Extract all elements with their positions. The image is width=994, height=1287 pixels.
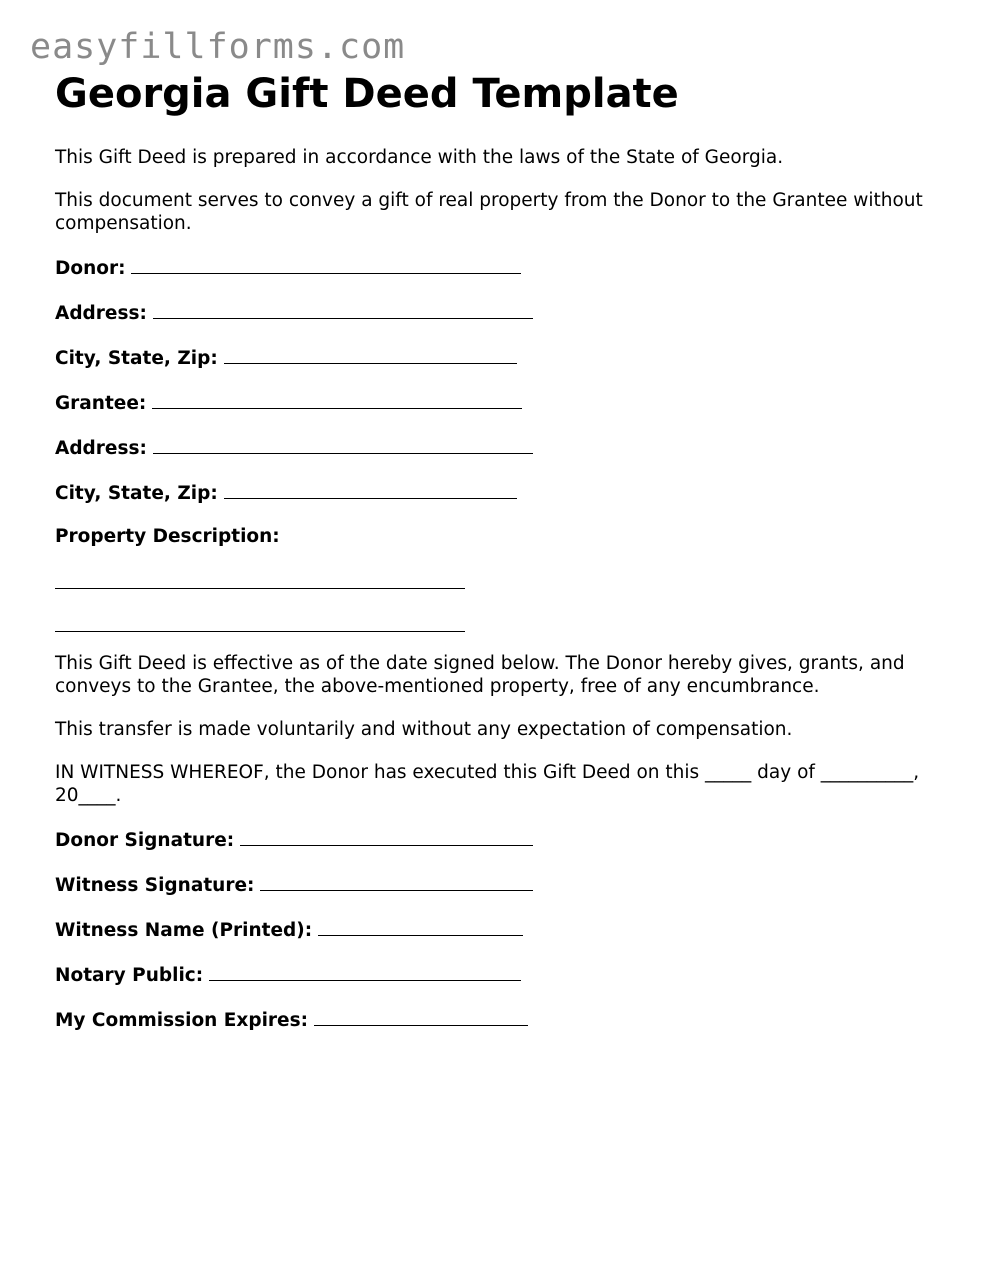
witness-name-label: Witness Name (Printed): bbox=[55, 920, 313, 941]
grantee-label: Grantee: bbox=[55, 393, 147, 414]
donor-label: Donor: bbox=[55, 258, 126, 279]
grantee-address-input-line[interactable] bbox=[153, 435, 533, 454]
witness-signature-input-line[interactable] bbox=[260, 872, 533, 891]
grantee-city-input-line[interactable] bbox=[224, 480, 517, 499]
donor-field bbox=[55, 255, 935, 280]
property-description-field bbox=[55, 525, 935, 548]
document-page bbox=[55, 70, 935, 1032]
witness-signature-field bbox=[55, 872, 935, 897]
grantee-city-label: City, State, Zip: bbox=[55, 483, 218, 504]
grantee-input-line[interactable] bbox=[152, 390, 522, 409]
property-description-label: Property Description: bbox=[55, 526, 280, 547]
property-description-line-2[interactable] bbox=[55, 631, 465, 632]
property-description-line-1[interactable] bbox=[55, 588, 465, 589]
intro-paragraph-1: This Gift Deed is prepared in accordance with the laws of the State of Georgia. bbox=[55, 147, 784, 168]
donor-city-label: City, State, Zip: bbox=[55, 348, 218, 369]
notary-public-label: Notary Public: bbox=[55, 965, 204, 986]
witness-signature-label: Witness Signature: bbox=[55, 875, 255, 896]
donor-signature-label: Donor Signature: bbox=[55, 830, 235, 851]
page-title: Georgia Gift Deed Template bbox=[55, 71, 679, 117]
witness-paragraph: IN WITNESS WHEREOF, the Donor has executed this Gift Deed on this _____ day of __________, 20____. bbox=[55, 762, 920, 806]
commission-expires-label: My Commission Expires: bbox=[55, 1010, 309, 1031]
witness-name-field bbox=[55, 917, 935, 942]
donor-city-input-line[interactable] bbox=[224, 345, 517, 364]
effective-paragraph: This Gift Deed is effective as of the date signed below. The Donor hereby gives, grants, and conveys to the Grantee, the above-mentioned property, free of any encumbrance. bbox=[55, 653, 905, 697]
witness-name-input-line[interactable] bbox=[318, 917, 523, 936]
donor-input-line[interactable] bbox=[131, 255, 521, 274]
watermark: easyfillforms.com bbox=[30, 27, 406, 67]
grantee-address-label: Address: bbox=[55, 438, 147, 459]
grantee-field bbox=[55, 390, 935, 415]
intro-paragraph-2: This document serves to convey a gift of real property from the Donor to the Grantee without compensation. bbox=[55, 190, 923, 234]
donor-address-input-line[interactable] bbox=[153, 300, 533, 319]
donor-signature-input-line[interactable] bbox=[240, 827, 533, 846]
commission-expires-field bbox=[55, 1007, 935, 1032]
notary-public-input-line[interactable] bbox=[209, 962, 521, 981]
donor-city-field bbox=[55, 345, 935, 370]
commission-expires-input-line[interactable] bbox=[314, 1007, 528, 1026]
donor-address-field bbox=[55, 300, 935, 325]
donor-address-label: Address: bbox=[55, 303, 147, 324]
donor-signature-field bbox=[55, 827, 935, 852]
notary-public-field bbox=[55, 962, 935, 987]
voluntary-paragraph: This transfer is made voluntarily and without any expectation of compensation. bbox=[55, 719, 793, 740]
grantee-address-field bbox=[55, 435, 935, 460]
grantee-city-field bbox=[55, 480, 935, 505]
